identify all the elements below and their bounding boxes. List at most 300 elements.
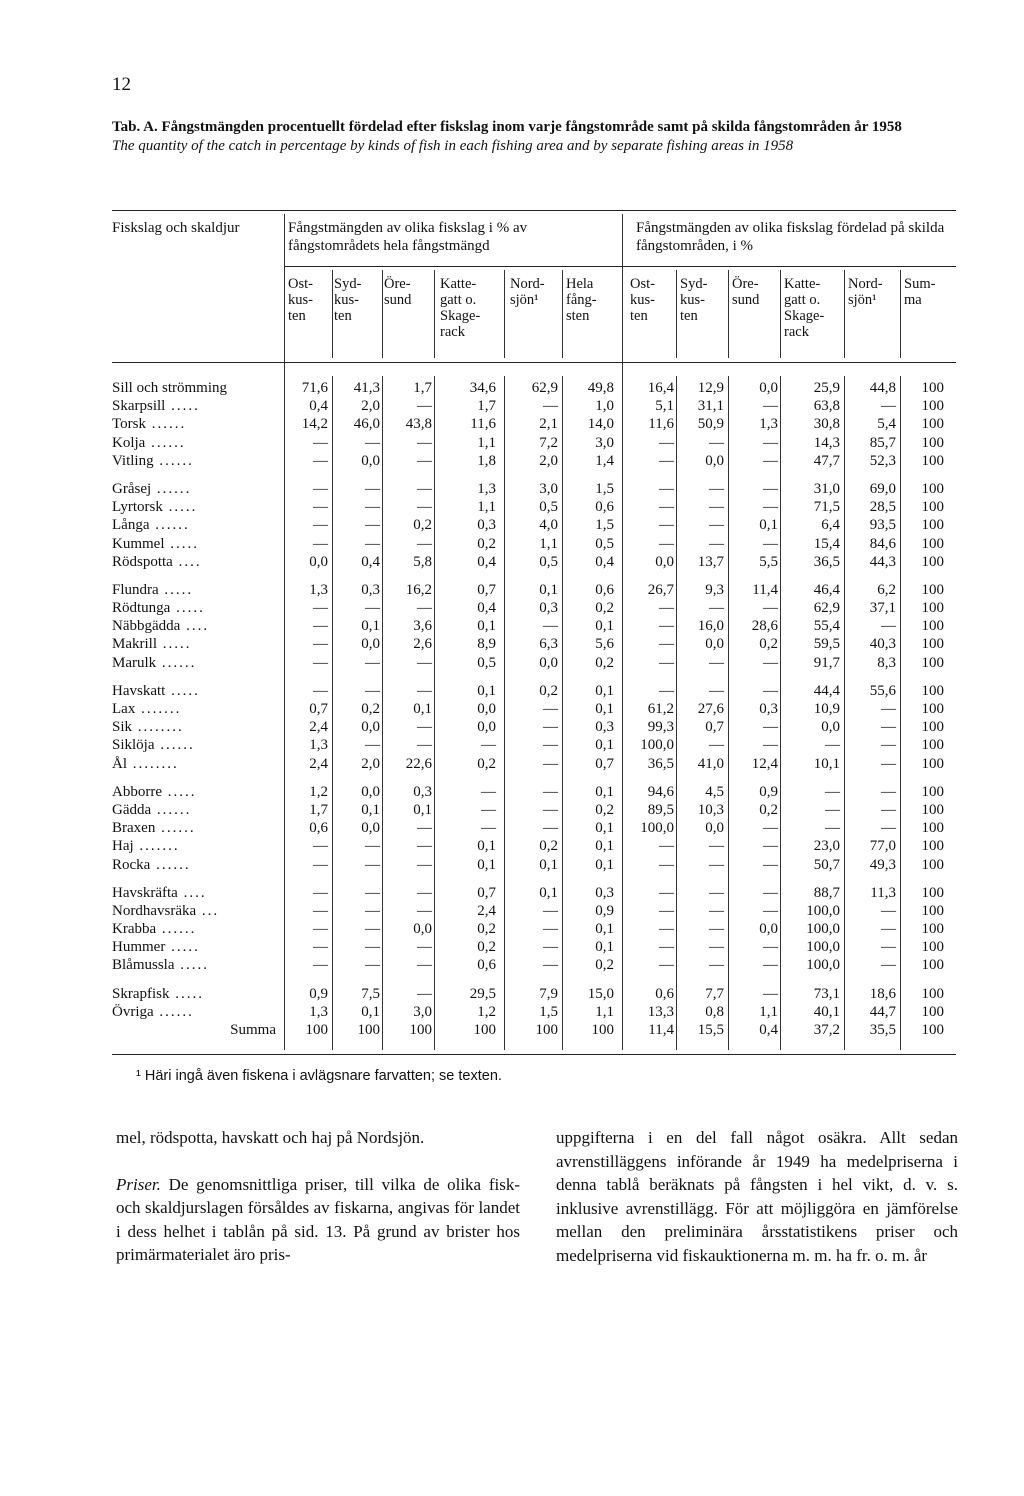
- row-label: [112, 379, 282, 397]
- table-cell: 0,1: [595, 939, 614, 956]
- table-cell: 0,1: [539, 581, 558, 598]
- table-cell: —: [709, 499, 724, 516]
- table-cell: 0,7: [477, 884, 496, 901]
- table-cell: 3,0: [413, 1003, 432, 1020]
- table-cell: —: [417, 499, 432, 516]
- body-left-column: [116, 1126, 520, 1267]
- table-cell: 0,3: [595, 884, 614, 901]
- table-cell: 100: [921, 719, 944, 736]
- table-cell: 100: [473, 1022, 496, 1038]
- table-cell: 0,0: [309, 553, 328, 570]
- table-cell: 13,3: [647, 1003, 674, 1020]
- table-cell: 71,6: [301, 380, 328, 396]
- table-cell: 100: [921, 1003, 944, 1020]
- table-cell: 11,6: [648, 416, 674, 433]
- table-cell: —: [417, 737, 432, 754]
- table-cell: 0,3: [361, 581, 380, 598]
- table-cell: 100: [921, 499, 944, 516]
- leader-dots: ....: [172, 553, 202, 570]
- table-cell: —: [365, 921, 380, 938]
- table-cell: 31,0: [813, 480, 840, 497]
- table-row: [112, 700, 956, 718]
- row-label: [112, 654, 282, 672]
- table-cell: 71,5: [813, 499, 840, 516]
- table-cell: 0,8: [705, 1003, 724, 1020]
- table-row: [112, 682, 956, 700]
- table-cell: —: [763, 939, 778, 956]
- table-cell: 0,4: [477, 600, 496, 617]
- table-cell: —: [881, 921, 896, 938]
- table-cell: 100: [921, 957, 944, 974]
- row-label: [112, 819, 282, 837]
- fish-name: Sill och strömming: [112, 380, 228, 396]
- table-cell: 69,0: [869, 480, 896, 497]
- table-cell: 0,3: [595, 719, 614, 736]
- table-cell: 10,1: [813, 755, 840, 772]
- fish-name: Nordhavsräka: [112, 902, 197, 919]
- table-cell: 77,0: [869, 838, 896, 855]
- table-cell: 89,5: [647, 801, 674, 818]
- row-label: [112, 581, 282, 599]
- table-cell: 34,6: [469, 380, 496, 396]
- table-cell: 2,0: [361, 755, 380, 772]
- table-cell: 0,7: [705, 719, 724, 736]
- table-cell: —: [709, 838, 724, 855]
- table-cell: —: [365, 517, 380, 534]
- row-label: [112, 535, 282, 553]
- table-cell: 100: [921, 682, 944, 699]
- table-cell: 1,7: [309, 801, 328, 818]
- table-cell: 0,1: [413, 701, 432, 717]
- table-cell: 14,3: [813, 434, 840, 451]
- fish-name: Gråsej: [112, 480, 152, 497]
- table-cell: —: [659, 517, 674, 534]
- table-cell: —: [763, 884, 778, 901]
- table-cell: 28,5: [869, 499, 896, 516]
- table-cell: —: [313, 884, 328, 901]
- table-row: [112, 452, 956, 470]
- table-cell: —: [313, 636, 328, 653]
- table-cell: 50,7: [813, 856, 840, 873]
- table-cell: 1,0: [595, 398, 614, 415]
- row-label: [112, 902, 282, 920]
- table-cell: —: [417, 719, 432, 736]
- row-label: [112, 682, 282, 700]
- fish-name: Ål: [112, 755, 127, 772]
- table-cell: 5,8: [413, 553, 432, 570]
- table-cell: —: [659, 636, 674, 653]
- table-cell: 7,7: [705, 985, 724, 1002]
- table-cell: —: [543, 921, 558, 938]
- table-cell: 100: [921, 654, 944, 671]
- table-cell: —: [709, 480, 724, 497]
- table-cell: 5,6: [595, 636, 614, 653]
- table-cell: —: [709, 902, 724, 919]
- table-row: [112, 938, 956, 956]
- title-prefix: Tab. A.: [112, 119, 158, 135]
- table-row: [112, 434, 956, 452]
- table-cell: 1,4: [595, 452, 614, 469]
- table-cell: 99,3: [647, 719, 674, 736]
- table-row: [112, 581, 956, 599]
- table-cell: 55,6: [869, 682, 896, 699]
- table-row: [112, 884, 956, 902]
- table-cell: 2,4: [477, 902, 496, 919]
- table-cell: 61,2: [647, 701, 674, 717]
- row-label: [112, 985, 282, 1003]
- table-cell: 100: [921, 801, 944, 818]
- table-cell: —: [881, 398, 896, 415]
- fish-name: Rocka: [112, 856, 151, 873]
- table-cell: —: [417, 856, 432, 873]
- table-cell: —: [881, 820, 896, 837]
- table-cell: 0,0: [705, 820, 724, 837]
- table-row: [112, 516, 956, 534]
- table-cell: —: [881, 902, 896, 919]
- table-cell: —: [543, 957, 558, 974]
- table-cell: —: [313, 939, 328, 956]
- table-cell: 0,5: [477, 654, 496, 671]
- table-cell: —: [825, 801, 840, 818]
- leader-dots: .....: [161, 783, 197, 800]
- leader-dots: .....: [165, 398, 200, 415]
- table-cell: 13,7: [697, 553, 724, 570]
- fish-name: Summa: [230, 1022, 276, 1038]
- header-mid-rule: [284, 266, 956, 267]
- leader-dots: .....: [157, 636, 192, 653]
- table-cell: 12,4: [751, 755, 778, 772]
- table-cell: —: [481, 820, 496, 837]
- table-cell: 0,0: [759, 380, 778, 396]
- row-label: [112, 553, 282, 571]
- table-cell: 100: [921, 783, 944, 800]
- column-divider: [382, 270, 383, 358]
- row-label: [112, 837, 282, 855]
- table-cell: 1,7: [413, 380, 432, 396]
- table-cell: —: [709, 535, 724, 552]
- title-swedish: Fångstmängden procentuellt fördelad efter fiskslag inom varje fångstområde samt på skilda fångstområden år 1958: [161, 119, 902, 135]
- row-label: [112, 480, 282, 498]
- table-cell: 100: [921, 902, 944, 919]
- table-cell: —: [417, 820, 432, 837]
- table-cell: —: [709, 600, 724, 617]
- row-label: [112, 434, 282, 452]
- table-cell: 100: [921, 480, 944, 497]
- table-cell: 1,3: [309, 1003, 328, 1020]
- table-cell: 91,7: [813, 654, 840, 671]
- table-cell: 0,1: [595, 737, 614, 754]
- table-cell: 100: [921, 517, 944, 534]
- table-cell: 0,2: [595, 600, 614, 617]
- page-number: 12: [112, 74, 131, 95]
- table-cell: —: [709, 884, 724, 901]
- table-cell: —: [313, 600, 328, 617]
- table-cell: —: [659, 902, 674, 919]
- table-cell: 100: [357, 1022, 380, 1038]
- leader-dots: .....: [165, 682, 200, 699]
- table-cell: 1,1: [477, 499, 496, 516]
- column-header: Syd- kus- ten: [680, 276, 708, 324]
- table-cell: —: [763, 985, 778, 1002]
- table-cell: 100: [921, 434, 944, 451]
- table-row: [112, 718, 956, 736]
- leader-dots: ......: [153, 1003, 194, 1020]
- table-cell: —: [543, 801, 558, 818]
- table-cell: 63,8: [813, 398, 840, 415]
- table-cell: 1,1: [539, 535, 558, 552]
- fish-name: Skarpsill: [112, 398, 166, 415]
- table-cell: 36,5: [647, 755, 674, 772]
- table-cell: 5,4: [877, 416, 896, 433]
- table-cell: —: [881, 783, 896, 800]
- table-cell: 0,1: [477, 682, 496, 699]
- table-cell: —: [417, 682, 432, 699]
- table-cell: —: [709, 737, 724, 754]
- table-cell: 0,2: [759, 636, 778, 653]
- table-cell: 40,1: [813, 1003, 840, 1020]
- table-cell: 37,1: [869, 600, 896, 617]
- row-label: [112, 635, 282, 653]
- table-cell: 50,9: [697, 416, 724, 433]
- table-cell: 0,6: [595, 581, 614, 598]
- body-right-paragraph1: uppgifterna i en del fall något osäkra. Allt sedan avrenstilläggens införande år 1949 ha medelpriserna i denna tablå beräknats på fångsten i hel vikt, d. v. s. inklusive avrenstillägg. För att möjliggöra en jämförelse mellan den preliminära årsstatistikens priser och medelpriserna vid fiskauktionerna m. m. ha fr. o. m. år: [556, 1128, 958, 1265]
- column-divider: [728, 270, 729, 358]
- table-cell: 0,0: [655, 553, 674, 570]
- column-header: Öre- sund: [384, 276, 412, 308]
- table-cell: —: [763, 682, 778, 699]
- table-cell: 10,3: [697, 801, 724, 818]
- table-cell: 44,8: [869, 380, 896, 396]
- leader-dots: .....: [169, 985, 204, 1002]
- table-row: [112, 498, 956, 516]
- table-cell: 100,0: [640, 737, 674, 754]
- table-row: [112, 801, 956, 819]
- table-cell: 29,5: [469, 985, 496, 1002]
- table-cell: 14,0: [587, 416, 614, 433]
- table-body: [112, 379, 956, 1039]
- table-cell: 0,2: [595, 957, 614, 974]
- fish-name: Siklöja: [112, 737, 155, 754]
- table-cell: —: [417, 600, 432, 617]
- fish-name: Sik: [112, 719, 133, 736]
- table-cell: —: [659, 499, 674, 516]
- table-cell: 1,3: [477, 480, 496, 497]
- leader-dots: .......: [133, 838, 180, 855]
- table-cell: 100,0: [640, 820, 674, 837]
- table-cell: 0,7: [595, 755, 614, 772]
- table-row: [112, 837, 956, 855]
- leader-dots: ......: [149, 517, 190, 534]
- table-cell: 0,3: [477, 517, 496, 534]
- column-divider: [780, 270, 781, 358]
- table-cell: 4,5: [705, 783, 724, 800]
- fish-name: Abborre: [112, 783, 162, 800]
- table-cell: 7,9: [539, 985, 558, 1002]
- table-cell: 0,9: [759, 783, 778, 800]
- column-header: Syd- kus- ten: [334, 276, 362, 324]
- table-cell: 43,8: [405, 416, 432, 433]
- table-cell: 0,4: [361, 553, 380, 570]
- table-cell: —: [313, 535, 328, 552]
- table-cell: —: [881, 701, 896, 717]
- fish-name: Flundra: [112, 581, 159, 598]
- table-cell: 100: [921, 985, 944, 1002]
- table-cell: 62,9: [531, 380, 558, 396]
- table-cell: 100: [921, 452, 944, 469]
- row-label: [112, 452, 282, 470]
- table-cell: 0,2: [361, 701, 380, 717]
- table-cell: 1,5: [595, 480, 614, 497]
- table-cell: 16,4: [647, 380, 674, 396]
- table-cell: 0,5: [539, 553, 558, 570]
- table-cell: —: [543, 398, 558, 415]
- table-cell: —: [543, 783, 558, 800]
- table-cell: 0,1: [361, 801, 380, 818]
- table-cell: 2,4: [309, 719, 328, 736]
- leader-dots: .....: [174, 957, 209, 974]
- table-cell: 7,5: [361, 985, 380, 1002]
- table-cell: —: [481, 801, 496, 818]
- table-cell: 0,0: [539, 654, 558, 671]
- table-cell: —: [417, 902, 432, 919]
- table-row: [112, 553, 956, 571]
- table-cell: —: [313, 480, 328, 497]
- table-cell: 55,4: [813, 618, 840, 635]
- table-cell: 1,2: [477, 1003, 496, 1020]
- fish-name: Lyrtorsk: [112, 499, 163, 516]
- row-label: [112, 599, 282, 617]
- table-cell: 0,0: [361, 719, 380, 736]
- table-cell: —: [659, 618, 674, 635]
- table-cell: 0,0: [477, 719, 496, 736]
- table-cell: —: [659, 856, 674, 873]
- table-row: [112, 599, 956, 617]
- table-cell: —: [417, 434, 432, 451]
- column-divider: [332, 270, 333, 358]
- table-row: [112, 1021, 956, 1039]
- table-cell: 0,1: [477, 838, 496, 855]
- table-cell: —: [543, 719, 558, 736]
- table-cell: 0,1: [361, 618, 380, 635]
- table-cell: —: [659, 884, 674, 901]
- table-cell: 0,4: [309, 398, 328, 415]
- table-cell: —: [659, 682, 674, 699]
- table-cell: 0,1: [595, 838, 614, 855]
- table-cell: —: [763, 535, 778, 552]
- row-label: [112, 783, 282, 801]
- table-row: [112, 783, 956, 801]
- table-cell: —: [417, 985, 432, 1002]
- table-cell: —: [365, 682, 380, 699]
- table-cell: 2,0: [539, 452, 558, 469]
- table-cell: 0,0: [705, 452, 724, 469]
- table-cell: —: [543, 820, 558, 837]
- table-row: [112, 920, 956, 938]
- table-cell: —: [763, 600, 778, 617]
- table-cell: 44,4: [813, 682, 840, 699]
- fish-name: Skrapfisk: [112, 985, 170, 1002]
- leader-dots: ......: [155, 820, 196, 837]
- column-divider: [844, 270, 845, 358]
- fish-name: Krabba: [112, 921, 157, 938]
- table-cell: —: [709, 939, 724, 956]
- leader-dots: ......: [145, 434, 186, 451]
- table-cell: —: [313, 957, 328, 974]
- table-cell: —: [763, 820, 778, 837]
- header-group1: Fångstmängden av olika fiskslag i % av fångstområdets hela fångstmängd: [288, 220, 528, 254]
- leader-dots: .....: [170, 600, 205, 617]
- leader-dots: ......: [153, 452, 194, 469]
- table-cell: —: [313, 452, 328, 469]
- table-cell: 1,1: [477, 434, 496, 451]
- table-cell: —: [881, 801, 896, 818]
- table-cell: 44,7: [869, 1003, 896, 1020]
- column-divider: [900, 270, 901, 358]
- table-cell: 0,4: [595, 553, 614, 570]
- body-left-paragraph2-text: De genomsnittliga priser, till vilka de olika fisk- och skaldjurslagen försåldes av fiskarna, angivas för landet i dess helhet i tablån på sid. 13. På grund av brister hos primärmaterialet äro pris-: [116, 1174, 520, 1264]
- leader-dots: .....: [162, 499, 198, 516]
- column-header: Katte- gatt o. Skage- rack: [440, 276, 481, 340]
- table-cell: 0,2: [477, 535, 496, 552]
- table-cell: 0,6: [655, 985, 674, 1002]
- table-cell: 2,1: [539, 416, 558, 433]
- table-cell: 100: [921, 581, 944, 598]
- leader-dots: ......: [145, 416, 187, 433]
- table-row: [112, 415, 956, 433]
- fish-name: Övriga: [112, 1003, 154, 1020]
- table-row: [112, 755, 956, 773]
- table-cell: —: [881, 737, 896, 754]
- table-cell: 100,0: [806, 902, 840, 919]
- table-cell: —: [313, 682, 328, 699]
- table-row: [112, 819, 956, 837]
- fish-name: Haj: [112, 838, 134, 855]
- table-cell: —: [313, 856, 328, 873]
- leader-dots: .....: [158, 581, 194, 598]
- table-cell: —: [417, 398, 432, 415]
- table-cell: 15,0: [587, 985, 614, 1002]
- table-cell: —: [313, 654, 328, 671]
- table-cell: 0,2: [539, 838, 558, 855]
- title-english: The quantity of the catch in percentage by kinds of fish in each fishing area and by separate fishing areas in 1958: [112, 138, 794, 154]
- leader-dots: ........: [127, 755, 179, 772]
- table-cell: 0,2: [477, 939, 496, 956]
- table-cell: 6,3: [539, 636, 558, 653]
- table-cell: 94,6: [647, 783, 674, 800]
- fish-name: Braxen: [112, 820, 156, 837]
- leader-dots: ....: [180, 618, 210, 635]
- leader-dots: ......: [151, 480, 192, 497]
- row-label: [112, 956, 282, 974]
- table-cell: —: [763, 654, 778, 671]
- table-row: [112, 617, 956, 635]
- table-cell: 8,3: [877, 654, 896, 671]
- row-label: [112, 516, 282, 534]
- table-cell: —: [881, 618, 896, 635]
- row-label: [112, 718, 282, 736]
- table-cell: 46,0: [353, 416, 380, 433]
- table-cell: —: [763, 902, 778, 919]
- row-label: [112, 920, 282, 938]
- table-cell: —: [417, 480, 432, 497]
- table-cell: 100: [921, 755, 944, 772]
- table-row: [112, 654, 956, 672]
- table-cell: —: [417, 654, 432, 671]
- table-cell: 16,0: [697, 618, 724, 635]
- header-first-col: Fiskslag och skaldjur: [112, 220, 240, 236]
- table-cell: 100: [921, 856, 944, 873]
- table-cell: —: [825, 783, 840, 800]
